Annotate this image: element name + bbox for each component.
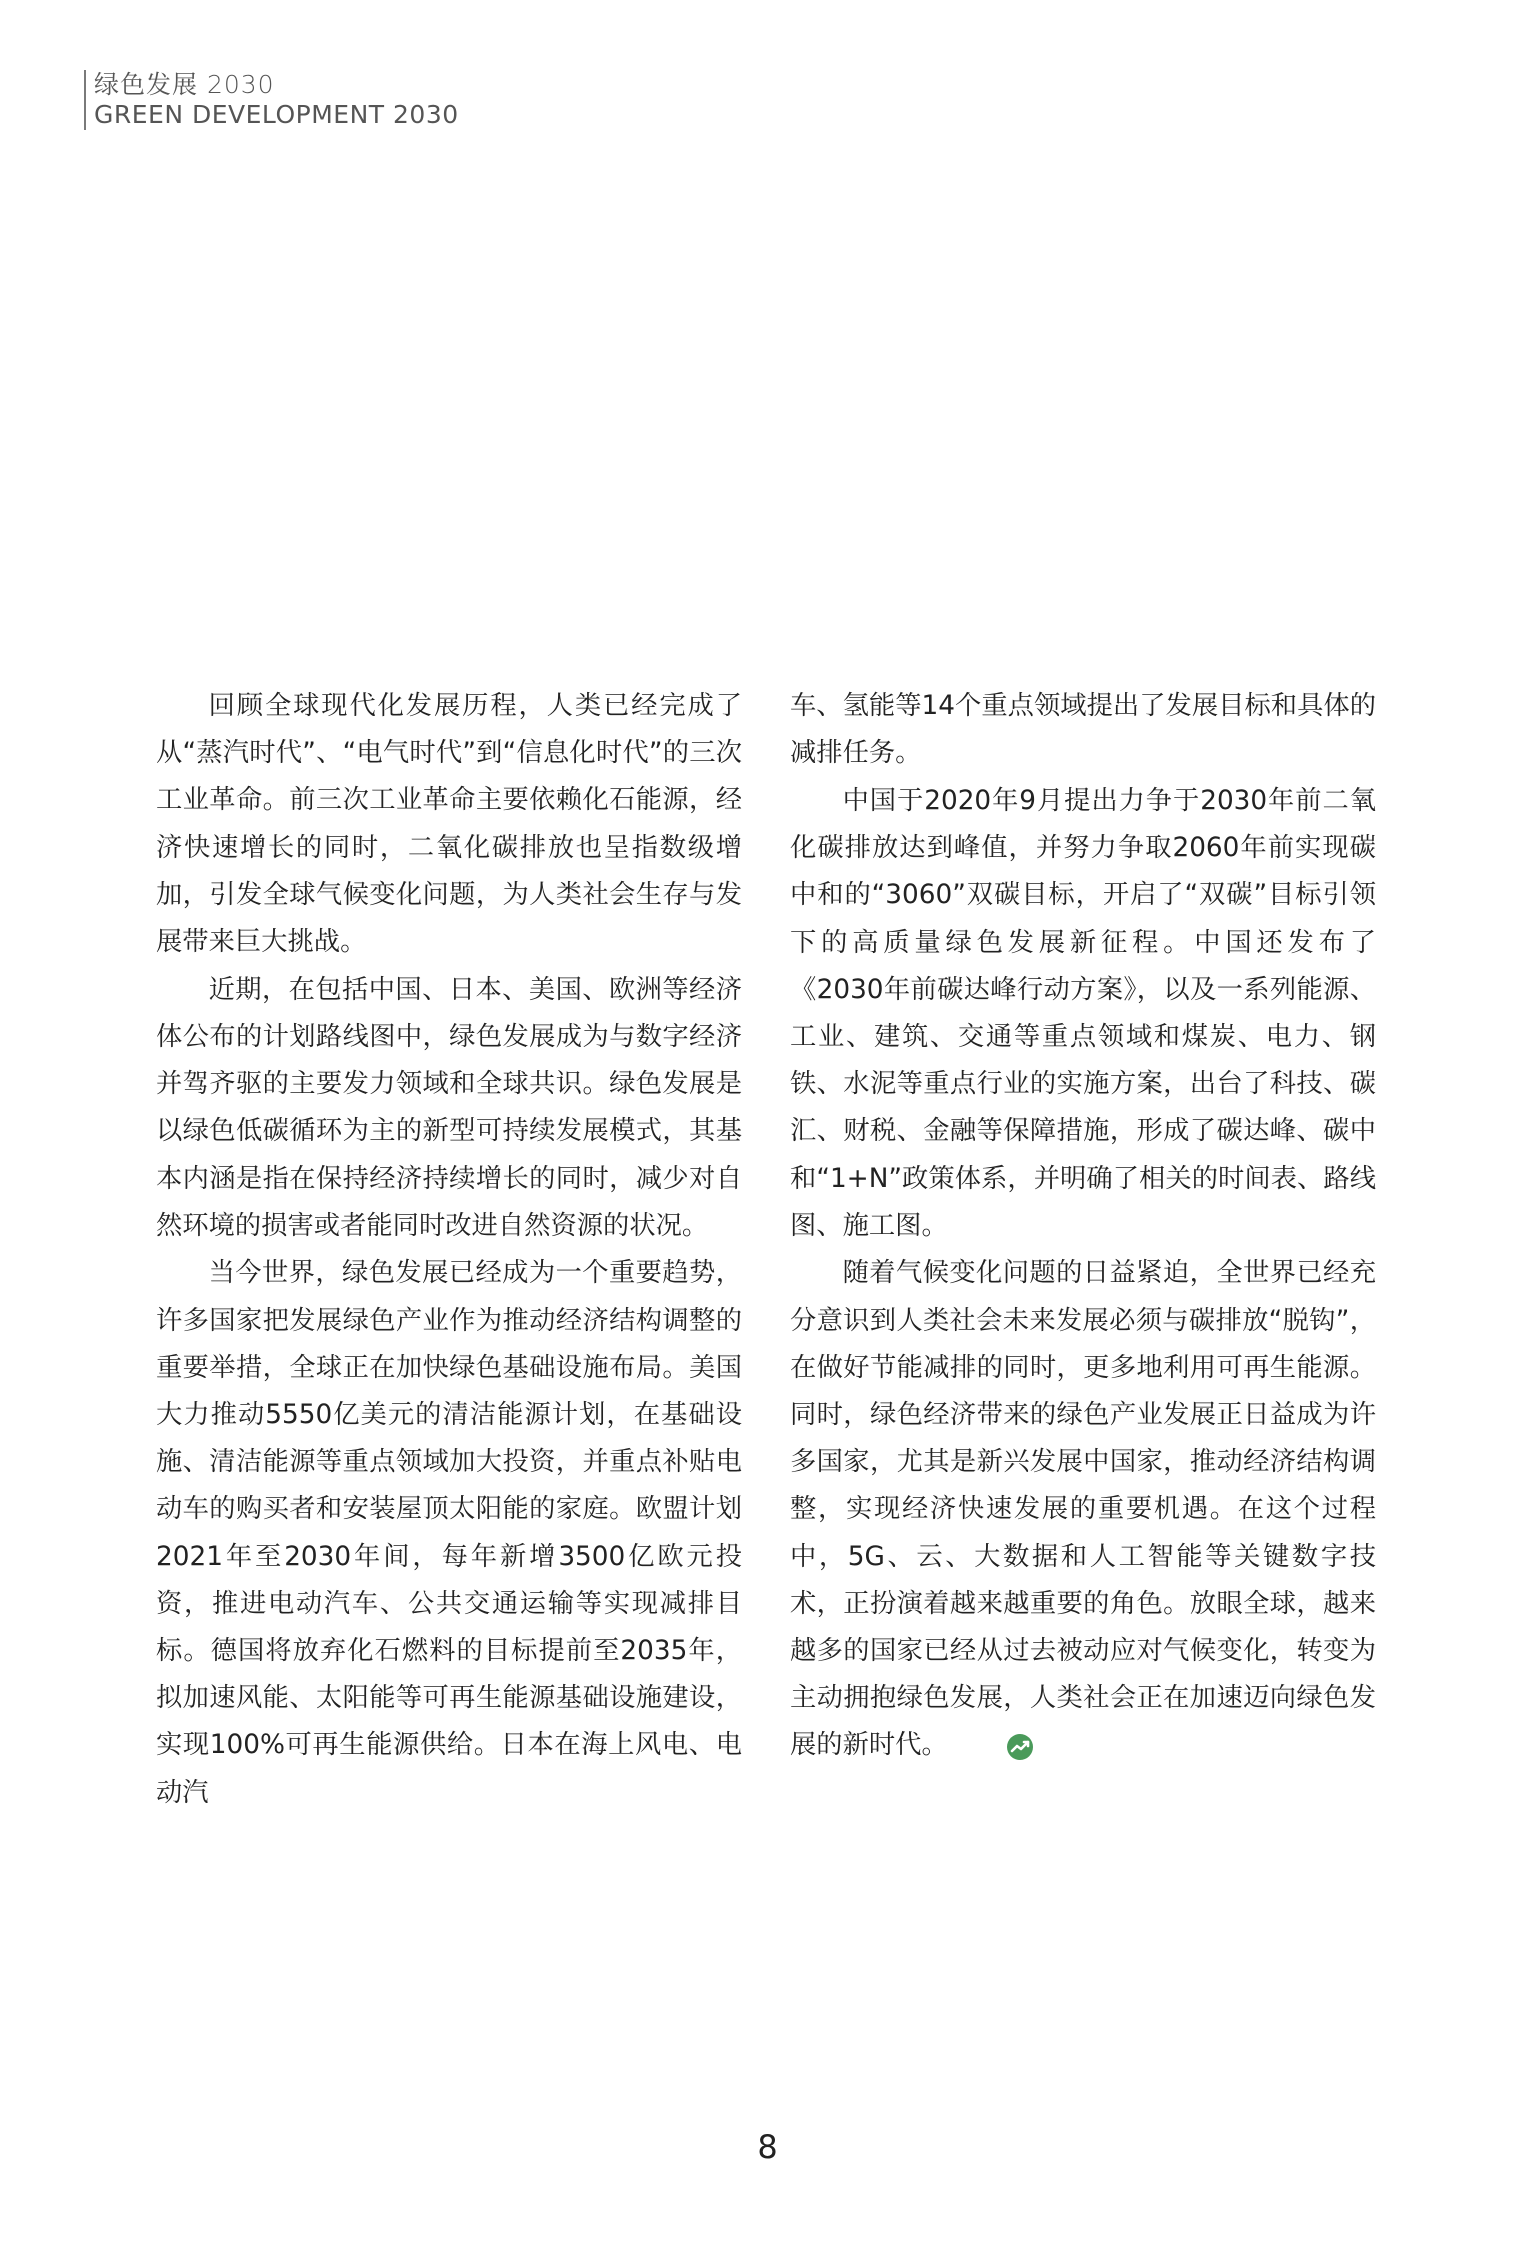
body-paragraph: 近期，在包括中国、日本、美国、欧洲等经济体公布的计划路线图中，绿色发展成为与数字经济并驾齐驱的主要发力领域和全球共识。绿色发展是以绿色低碳循环为主的新型可持续发展模式，其基本内涵是指在保持经济持续增长的同时，减少对自然环境的损害或者能同时改进自然资源的状况。 — [156, 974, 742, 1241]
body-paragraph: 中国于2020年9月提出力争于2030年前二氧化碳排放达到峰值，并努力争取2060年前实现碳中和的“3060”双碳目标，开启了“双碳”目标引领下的高质量绿色发展新征程。中国还发布了《2030年前碳达峰行动方案》，以及一系列能源、工业、建筑、交通等重点领域和煤炭、电力、钢铁、水泥等重点行业的实施方案，出台了科技、碳汇、财税、金融等保障措施，形成了碳达峰、碳中和“1+N”政策体系，并明确了相关的时间表、路线图、施工图。 — [790, 785, 1376, 1241]
body-paragraph-final — [790, 1250, 1376, 1769]
body-paragraph: 当今世界，绿色发展已经成为一个重要趋势，许多国家把发展绿色产业作为推动经济结构调整的重要举措，全球正在加快绿色基础设施布局。美国大力推动5550亿美元的清洁能源计划，在基础设施、清洁能源等重点领域加大投资，并重点补贴电动车的购买者和安装屋顶太阳能的家庭。欧盟计划2021年至2030年间，每年新增3500亿欧元投资，推进电动汽车、公共交通运输等实现减排目标。德国将放弃化石燃料的目标提前至2035年，拟加速风能、太阳能等可再生能源基础设施建设，实现100%可再生能源供给。日本在海上风电、电动汽 — [156, 1258, 742, 1808]
green-trend-icon — [954, 1730, 982, 1758]
header-title-cn: 绿色发展 2030 — [94, 70, 275, 99]
page-number: 8 — [757, 2128, 778, 2166]
right-column — [790, 683, 1376, 1770]
header-title-en: GREEN DEVELOPMENT 2030 — [94, 100, 459, 129]
body-paragraph: 回顾全球现代化发展历程，人类已经完成了从“蒸汽时代”、“电气时代”到“信息化时代”的三次工业革命。前三次工业革命主要依赖化石能源，经济快速增长的同时，二氧化碳排放也呈指数级增加，引发全球气候变化问题，为人类社会生存与发展带来巨大挑战。 — [156, 691, 742, 958]
running-header — [84, 70, 459, 130]
body-paragraph-continuation: 车、氢能等14个重点领域提出了发展目标和具体的减排任务。 — [790, 691, 1376, 769]
left-column — [156, 683, 742, 1817]
body-paragraph-text: 随着气候变化问题的日益紧迫，全世界已经充分意识到人类社会未来发展必须与碳排放“脱钩”，在做好节能减排的同时，更多地利用可再生能源。同时，绿色经济带来的绿色产业发展正日益成为许多国家，尤其是新兴发展中国家，推动经济结构调整，实现经济快速发展的重要机遇。在这个过程中，5G、云、大数据和人工智能等关键数字技术，正扮演着越来越重要的角色。放眼全球，越来越多的国家已经从过去被动应对气候变化，转变为主动拥抱绿色发展，人类社会正在加速迈向绿色发展的新时代。 — [790, 1258, 1376, 1761]
